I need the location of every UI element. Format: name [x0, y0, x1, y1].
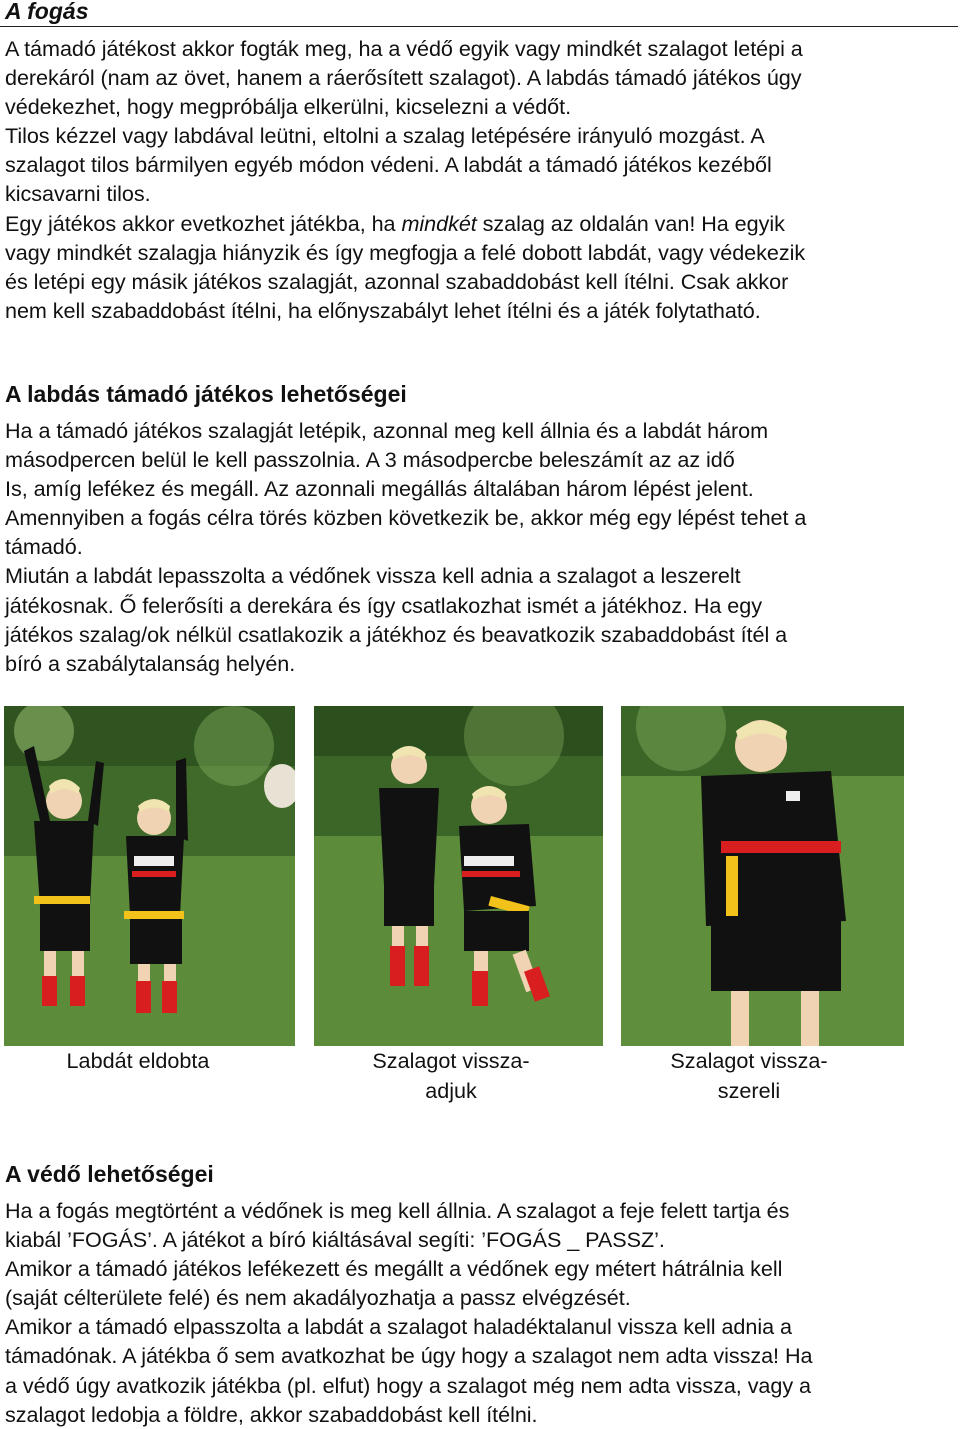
text-line: Miután a labdát lepasszolta a védőnek vissza kell adnia a szalagot a leszerelt [5, 563, 741, 589]
caption-line: Szalagot vissza- [670, 1048, 828, 1073]
photo-illustration [4, 706, 295, 1046]
text-line: és letépi egy másik játékos szalagját, azonnal szabaddobást kell ítélni. Csak akkor [5, 268, 789, 294]
text-line: Tilos kézzel vagy labdával leütni, eltolni a szalag letépésére irányuló mozgást. A [5, 123, 765, 149]
text-line: másodpercen belül le kell passzolnia. A 3 másodpercbe beleszámít az az idő [5, 447, 735, 473]
italic-run: mindkét [401, 210, 477, 236]
photo-caption-1 [4, 1046, 272, 1076]
photo-caption-2 [340, 1046, 562, 1105]
text-line-mixed [5, 209, 957, 238]
caption-line: adjuk [425, 1077, 477, 1103]
photo-illustration [621, 706, 904, 1046]
text-line: Ha a támadó játékos szalagját letépik, azonnal meg kell állnia és a labdát három [5, 418, 769, 443]
text-line: játékosnak. Ő felerősíti a derekára és így csatlakozhat ismét a játékhoz. Ha egy [5, 592, 762, 618]
text-line: vagy mindkét szalagja hiányzik és így megfogja a felé dobott labdát, vagy védekezik [5, 239, 806, 265]
text-line: támadó. [5, 534, 83, 560]
text-line: Amennyiben a fogás célra törés közben következik be, akkor még egy lépést tehet a [5, 505, 807, 531]
text-line: kiabál ’FOGÁS’. A játékot a bíró kiáltásával segíti: ’FOGÁS _ PASSZ’. [5, 1227, 665, 1253]
text-line: bíró a szabálytalanság helyén. [5, 650, 296, 676]
text-run: szalag az oldalán van! Ha egyik [476, 210, 785, 236]
photo-tag-reattached [621, 706, 904, 1046]
text-line: Is, amíg lefékez és megáll. Az azonnali megállás általában három lépést jelent. [5, 476, 754, 502]
caption-line: Labdát eldobta [66, 1048, 210, 1073]
text-line: (saját célterülete felé) és nem akadályozhatja a passz elvégzését. [5, 1285, 631, 1311]
text-line: a védő úgy avatkozik játékba (pl. elfut) hogy a szalagot még nem adta vissza, vagy a [5, 1372, 812, 1398]
text-line: védekezhet, hogy megpróbálja elkerülni, kicselezni a védőt. [5, 94, 572, 120]
text-line: Amikor a támadó elpasszolta a labdát a szalagot haladéktalanul vissza kell adnia a [5, 1314, 792, 1340]
text-line: derekáról (nam az övet, hanem a ráerősített szalagot). A labdás támadó játékos úgy [5, 65, 802, 91]
text-line: játékos szalag/ok nélkül csatlakozik a játékhoz és beavatkozik szabaddobást ítél a [5, 621, 788, 647]
text-run: Egy játékos akkor evetkozhet játékba, ha [5, 210, 402, 236]
text-line: támadónak. A játékba ő sem avatkozhat be úgy hogy a szalagot nem adta vissza! Ha [5, 1343, 813, 1369]
paragraph-tamado [5, 416, 957, 678]
heading-rule [0, 26, 958, 27]
paragraph-vedo [5, 1196, 957, 1429]
text-line: A támadó játékost akkor fogták meg, ha a védő egyik vagy mindkét szalagot letépi a [5, 36, 803, 61]
text-line: szalagot tilos bármilyen egyéb módon védeni. A labdát a támadó játékos kezéből [5, 152, 772, 178]
text-line: kicsavarni tilos. [5, 181, 151, 207]
text-line: szalagot ledobja a földre, akkor szabaddobást kell ítélni. [5, 1401, 538, 1427]
photo-illustration [314, 706, 603, 1046]
photo-ball-thrown [4, 706, 295, 1046]
photo-caption-3 [638, 1046, 860, 1105]
heading-tamado: A labdás támadó játékos lehetőségei [5, 381, 407, 407]
photo-tag-returned [314, 706, 603, 1046]
heading-fogas: A fogás [5, 0, 89, 24]
text-line: Amikor a támadó játékos lefékezett és megállt a védőnek egy métert hátrálnia kell [5, 1256, 783, 1282]
caption-line: szereli [717, 1077, 781, 1103]
paragraph-fogas [5, 34, 957, 325]
text-line: Ha a fogás megtörtént a védőnek is meg kell állnia. A szalagot a feje felett tartja és [5, 1198, 790, 1223]
caption-line: Szalagot vissza- [372, 1048, 530, 1073]
text-line: nem kell szabaddobást ítélni, ha előnyszabályt lehet ítélni és a játék folytatható. [5, 297, 761, 323]
heading-vedo: A védő lehetőségei [5, 1161, 214, 1187]
